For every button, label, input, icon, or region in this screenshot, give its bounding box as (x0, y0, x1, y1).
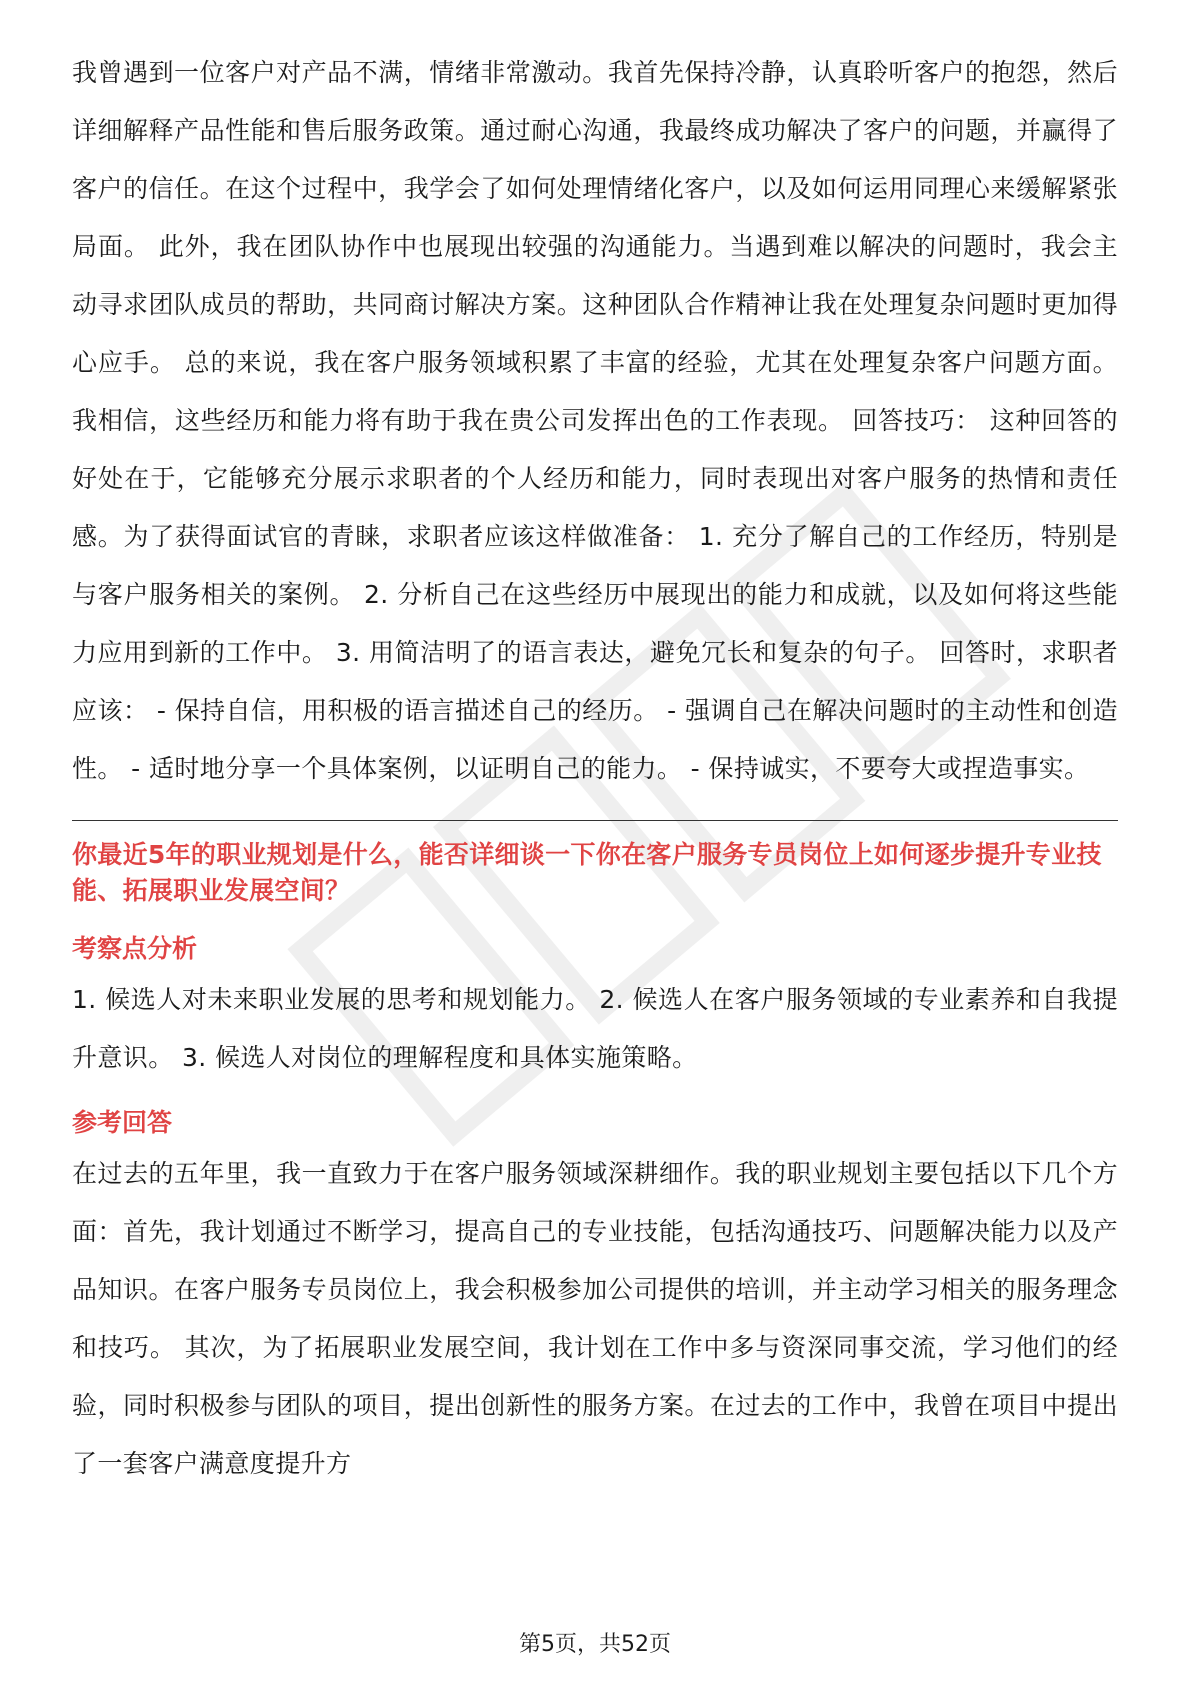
section-divider (72, 820, 1118, 821)
reference-answer-heading: 参考回答 (72, 1108, 173, 1137)
page-footer (0, 1630, 1190, 1660)
continued-answer-paragraph: 我曾遇到一位客户对产品不满，情绪非常激动。我首先保持冷静，认真聆听客户的抱怨，然后详细解释产品性能和售后服务政策。通过耐心沟通，我最终成功解决了客户的问题，并赢得了客户的信任。在这个过程中，我学会了如何处理情绪化客户，以及如何运用同理心来缓解紧张局面。 此外，我在团队协作中也展现出较强的沟通能力。当遇到难以解决的问题时，我会主动寻求团队成员的帮助，共同商讨解决方案。这种团队合作精神让我在处理复杂问题时更加得心应手。 总的来说，我在客户服务领域积累了丰富的经验，尤其在处理复杂客户问题方面。我相信，这些经历和能力将有助于我在贵公司发挥出色的工作表现。 回答技巧： 这种回答的好处在于，它能够充分展示求职者的个人经历和能力，同时表现出对客户服务的热情和责任感。为了获得面试官的青睐，求职者应该这样做准备： 1. 充分了解自己的工作经历，特别是与客户服务相关的案例。 2. 分析自己在这些经历中展现出的能力和成就，以及如何将这些能力应用到新的工作中。 3. 用简洁明了的语言表达，避免冗长和复杂的句子。 回答时，求职者应该： - 保持自信，用积极的语言描述自己的经历。 - 强调自己在解决问题时的主动性和创造性。 - 适时地分享一个具体案例，以证明自己的能力。 - 保持诚实，不要夸大或捏造事实。 (72, 58, 1118, 783)
interview-question: 你最近5年的职业规划是什么，能否详细谈一下你在客户服务专员岗位上如何逐步提升专业技能、拓展职业发展空间？ (72, 840, 1102, 905)
page-number: 第5页，共52页 (519, 1632, 671, 1657)
page-content (72, 44, 1118, 1493)
reference-answer-paragraph: 在过去的五年里，我一直致力于在客户服务领域深耕细作。我的职业规划主要包括以下几个方面：首先，我计划通过不断学习，提高自己的专业技能，包括沟通技巧、问题解决能力以及产品知识。在客户服务专员岗位上，我会积极参加公司提供的培训，并主动学习相关的服务理念和技巧。 其次，为了拓展职业发展空间，我计划在工作中多与资深同事交流，学习他们的经验，同时积极参与团队的项目，提出创新性的服务方案。在过去的工作中，我曾在项目中提出了一套客户满意度提升方 (72, 1159, 1118, 1478)
analysis-paragraph: 1. 候选人对未来职业发展的思考和规划能力。 2. 候选人在客户服务领域的专业素养和自我提升意识。 3. 候选人对岗位的理解程度和具体实施策略。 (72, 985, 1118, 1072)
analysis-heading: 考察点分析 (72, 934, 198, 963)
